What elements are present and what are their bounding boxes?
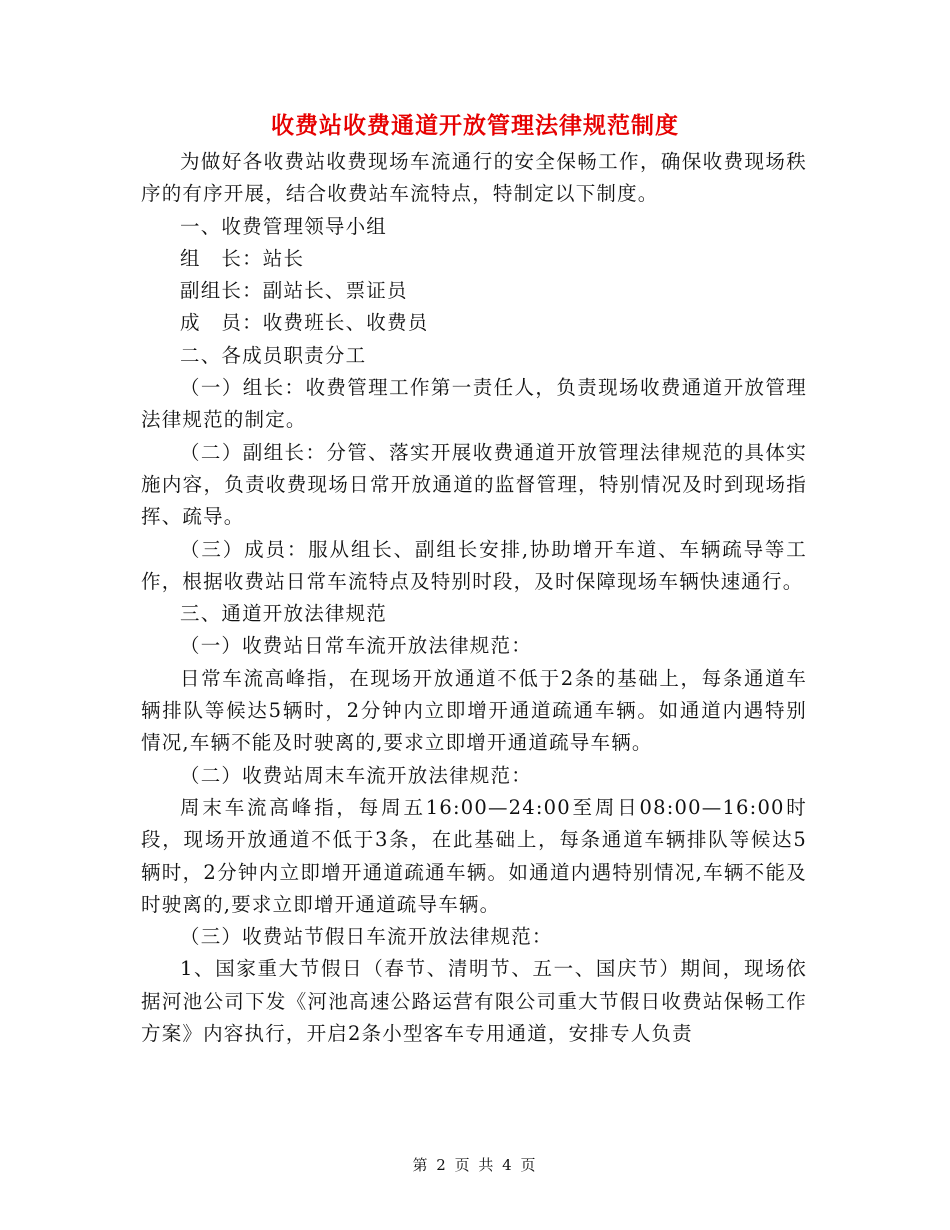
subheading-holiday-traffic: （三）收费站节假日车流开放法律规范：: [180, 925, 553, 949]
subheading-weekend-traffic: （二）收费站周末车流开放法律规范：: [180, 763, 532, 787]
duty-leader: （一）组长：收费管理工作第一责任人，负责现场收费通道开放管理法律规范的制定。: [141, 376, 807, 432]
section-heading-duties: 二、各成员职责分工: [180, 343, 367, 367]
subheading-daily-traffic: （一）收费站日常车流开放法律规范：: [180, 634, 532, 658]
section-heading-leadership-group: 一、收费管理领导小组: [180, 214, 388, 238]
duty-deputy-leader: （二）副组长：分管、落实开展收费通道开放管理法律规范的具体实施内容，负责收费现场日常开放通道的监督管理，特别情况及时到现场指挥、疏导。: [141, 440, 807, 529]
duty-members: （三）成员：服从组长、副组长安排,协助增开车道、车辆疏导等工作，根据收费站日常车流特点及特别时段，及时保障现场车辆快速通行。: [141, 537, 807, 593]
document-title: 收费站收费通道开放管理法律规范制度: [271, 112, 679, 139]
paragraph-daily-traffic: 日常车流高峰指，在现场开放通道不低于2条的基础上，每条通道车辆排队等候达5辆时，2分钟内立即增开通道疏通车辆。如通道内遇特别情况,车辆不能及时驶离的,要求立即增开通道疏导车辆。: [141, 666, 807, 755]
member-deputy-leader: 副组长：副站长、票证员: [180, 279, 408, 303]
page-number-footer: 第 2 页 共 4 页: [412, 1156, 538, 1174]
paragraph-weekend-traffic: 周末车流高峰指，每周五16:00—24:00至周日08:00—16:00时段，现场开放通道不低于3条，在此基础上，每条通道车辆排队等候达5辆时，2分钟内立即增开通道疏通车辆。如通道内遇特别情况,车辆不能及时驶离的,要求立即增开通道疏导车辆。: [141, 795, 807, 916]
paragraph-intro: 为做好各收费站收费现场车流通行的安全保畅工作，确保收费现场秩序的有序开展，结合收费站车流特点，特制定以下制度。: [141, 150, 807, 206]
paragraph-holiday-traffic: 1、国家重大节假日（春节、清明节、五一、国庆节）期间，现场依据河池公司下发《河池高速公路运营有限公司重大节假日收费站保畅工作方案》内容执行，开启2条小型客车专用通道，安排专人负责: [141, 957, 807, 1046]
member-members: 成 员：收费班长、收费员: [180, 311, 429, 335]
document-body: [141, 146, 807, 1050]
section-heading-lane-rules: 三、通道开放法律规范: [180, 602, 388, 626]
member-leader: 组 长：站长: [180, 246, 305, 270]
